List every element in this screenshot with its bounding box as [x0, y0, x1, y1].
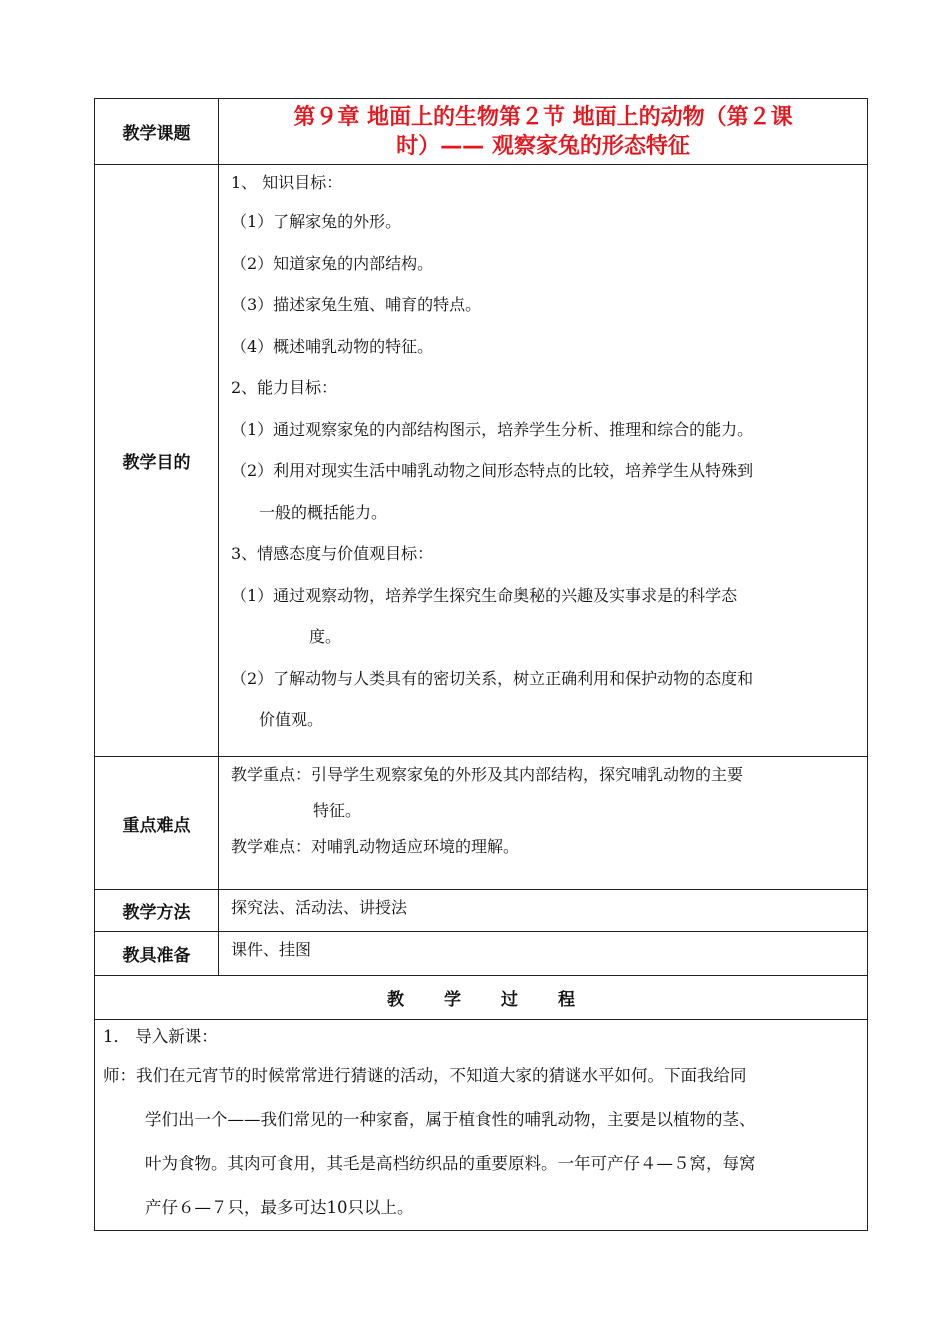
process-heading-row — [95, 976, 868, 1020]
tools-value: 课件、挂图 — [231, 940, 312, 959]
process-body — [95, 1020, 868, 1231]
lesson-title-line-2: 时）—— 观察家兔的形态特征 — [396, 134, 690, 159]
process-line: 师：我们在元宵节的时候常常进行猜谜的活动，不知道大家的猜谜水平如何。下面我给同 — [103, 1066, 747, 1085]
topic-label: 教学课题 — [95, 99, 219, 165]
objective-line: （2）知道家兔的内部结构。 — [231, 253, 434, 273]
objective-line: （4）概述哺乳动物的特征。 — [231, 336, 434, 356]
objective-line: （1）通过观察家兔的内部结构图示，培养学生分析、推理和综合的能力。 — [231, 419, 754, 439]
key-points-label: 重点难点 — [95, 757, 219, 890]
method-value-cell — [219, 890, 868, 932]
process-line: 产仔６—７只，最多可达10只以上。 — [145, 1198, 414, 1217]
lesson-title — [219, 99, 868, 165]
objective-line: 3、情感态度与价值观目标： — [231, 544, 434, 563]
objective-line: （3）描述家兔生殖、哺育的特点。 — [231, 295, 482, 314]
lesson-plan-table — [94, 98, 868, 1231]
process-body-row — [95, 1020, 868, 1231]
objectives-content — [219, 165, 868, 757]
method-row — [95, 890, 868, 932]
objective-line: 2、能力目标： — [231, 378, 338, 397]
objective-line: （2）利用对现实生活中哺乳动物之间形态特点的比较，培养学生从特殊到 — [231, 461, 754, 480]
key-point-line: 教学难点：对哺乳动物适应环境的理解。 — [231, 837, 520, 856]
lesson-title-line-1: 第９章 地面上的生物第２节 地面上的动物（第２课 — [293, 105, 793, 130]
objective-line: 1、 知识目标： — [231, 173, 343, 192]
topic-row — [95, 99, 868, 165]
objectives-row — [95, 165, 868, 757]
objective-line: （1）了解家兔的外形。 — [231, 212, 402, 231]
process-heading-char: 过 — [501, 990, 518, 1010]
process-heading — [95, 976, 868, 1020]
key-point-line: 特征。 — [313, 801, 362, 820]
objective-line: 度。 — [309, 627, 342, 646]
key-points-content — [219, 757, 868, 890]
process-heading-char: 学 — [444, 990, 461, 1010]
tools-label: 教具准备 — [95, 932, 219, 976]
method-label: 教学方法 — [95, 890, 219, 932]
objective-line: （2）了解动物与人类具有的密切关系，树立正确利用和保护动物的态度和 — [231, 668, 754, 688]
tools-row — [95, 932, 868, 976]
objective-line: 一般的概括能力。 — [259, 502, 388, 522]
process-heading-char: 教 — [387, 990, 404, 1010]
method-value: 探究法、活动法、讲授法 — [231, 898, 408, 917]
objective-line: （1）通过观察动物，培养学生探究生命奥秘的兴趣及实事求是的科学态 — [231, 585, 738, 605]
key-points-row — [95, 757, 868, 890]
process-line: 学们出一个——我们常见的一种家畜，属于植食性的哺乳动物，主要是以植物的茎、 — [145, 1110, 756, 1129]
process-line: 叶为食物。其肉可食用，其毛是高档纺织品的重要原料。一年可产仔４—５窝，每窝 — [145, 1154, 756, 1173]
objectives-label: 教学目的 — [95, 165, 219, 757]
objective-line: 价值观。 — [259, 710, 324, 729]
tools-value-cell — [219, 932, 868, 976]
process-line: 1． 导入新课： — [103, 1027, 218, 1046]
process-heading-char: 程 — [558, 990, 575, 1010]
key-point-line: 教学重点：引导学生观察家兔的外形及其内部结构，探究哺乳动物的主要 — [231, 765, 744, 784]
